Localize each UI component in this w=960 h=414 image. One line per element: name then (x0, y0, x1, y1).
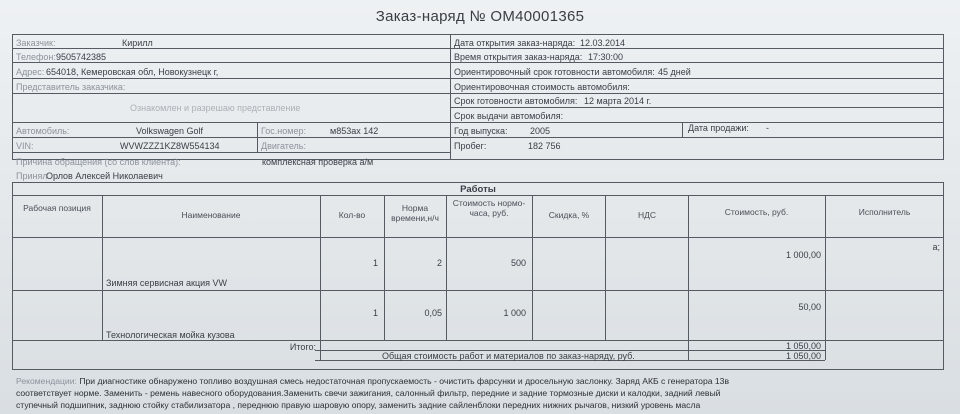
mileage-label: Пробег: (454, 141, 487, 151)
plate-label: Гос.номер: (261, 126, 306, 136)
est-cost-label: Ориентировочная стоимость автомобиля: (454, 82, 630, 92)
sale-date-label: Дата продажи: (688, 123, 749, 133)
work-1-rate: 500 (510, 258, 526, 268)
customer-label: Заказчик: (16, 38, 56, 48)
open-date-value: 12.03.2014 (580, 38, 626, 48)
recommendations-line-3: ступечный подшипник, заднюю стойку стабилизатора , переднюю правую шаровую опору, заменить задние сайленблоки передних нижних рычагов, низкий уровень масла (16, 400, 701, 410)
ready-date-label: Срок готовности автомобиля: (454, 96, 578, 106)
recommendations-line-1: При диагностике обнаружено топливо воздушная смесь недостаточная пропускаемость - очистить фарсунки и дросельную заслонку. Заряд АКБ с генератора 13в (79, 376, 730, 386)
col-header-executor: Исполнитель (858, 207, 911, 217)
document-title: Заказ-наряд № ОМ40001365 (375, 8, 585, 25)
col-header-norm: Норма времени,н/ч (391, 203, 439, 223)
year-label: Год выпуска: (454, 126, 508, 136)
work-2-name: Технологическая мойка кузова (106, 330, 235, 340)
col-header-cost: Стоимость, руб. (724, 207, 789, 217)
grand-total-value: 1 050,00 (785, 351, 821, 361)
recommendations-line-2: соответствует норме. Заменить - ремень навесного оборудования.Заменить свечи зажигания, салонный фильтр, передние и задние тормозные диски и калодки, задний левый (16, 388, 721, 398)
ready-date-value: 12 марта 2014 г. (584, 96, 652, 106)
sale-date-value: - (766, 123, 769, 133)
accepted-by: Орлов Алексей Николаевич (46, 171, 163, 181)
car-value: Volkswagen Golf (136, 126, 204, 136)
consent-text: Ознакомлен и разрешаю представление (130, 103, 301, 113)
year-value: 2005 (530, 126, 551, 136)
ready-term-value: 45 дней (658, 67, 691, 77)
recommendations-label: Рекомендации: (16, 376, 77, 386)
accepted-label: Принял (16, 171, 48, 181)
plate-value: м853ах 142 (330, 126, 379, 136)
customer-name: Кирилл (122, 38, 153, 48)
total-value: 1 050,00 (785, 341, 821, 351)
address-value: 654018, Кемеровская обл, Новокузнецк г, (46, 67, 219, 77)
vin-label: VIN: (16, 141, 34, 151)
col-header-name: Наименование (181, 210, 241, 220)
phone-label: Телефон: (16, 52, 56, 62)
col-header-position: Рабочая позиция (23, 203, 91, 213)
mileage-value: 182 756 (528, 141, 561, 151)
ready-term-label: Ориентировочный срок готовности автомобиля: (454, 67, 655, 77)
col-header-discount: Скидка, % (548, 210, 590, 220)
total-label: Итого: (289, 342, 316, 352)
work-2-qty: 1 (372, 308, 378, 318)
work-1-cost: 1 000,00 (785, 250, 821, 260)
work-1-executor: а; (932, 242, 940, 252)
work-2-cost: 50,00 (798, 302, 821, 312)
vin-value: WVWZZZ1KZ8W554134 (120, 141, 220, 151)
col-header-rate: Стоимость нормо-часа, руб. (452, 198, 526, 218)
header-divider (450, 34, 451, 160)
open-time-value: 17:30:00 (588, 52, 624, 62)
grand-total-label: Общая стоимость работ и материалов по заказ-наряду, руб. (382, 351, 635, 361)
work-2-rate: 1 000 (503, 308, 526, 318)
representative-label: Представитель заказчика: (16, 82, 126, 92)
phone-value: 9505742385 (56, 52, 107, 62)
works-section-title: Работы (460, 184, 496, 195)
work-2-norm: 0,05 (424, 308, 442, 318)
engine-label: Двигатель: (261, 141, 306, 151)
reason-label: Причина обращения (со слов клиента): (16, 157, 181, 167)
col-header-vat: НДС (637, 210, 657, 220)
open-date-label: Дата открытия заказ-наряда: (454, 38, 576, 48)
car-label: Автомобиль: (16, 126, 70, 136)
work-1-name: Зимняя сервисная акция VW (106, 278, 228, 288)
issue-date-label: Срок выдачи автомобиля: (454, 111, 564, 121)
open-time-label: Время открытия заказ-наряда: (454, 52, 583, 62)
reason-value: комплексная проверка а/м (262, 157, 374, 167)
work-1-norm: 2 (436, 258, 442, 268)
address-label: Адрес: (16, 67, 45, 77)
work-1-qty: 1 (372, 258, 378, 268)
col-header-qty: Кол-во (338, 210, 366, 220)
